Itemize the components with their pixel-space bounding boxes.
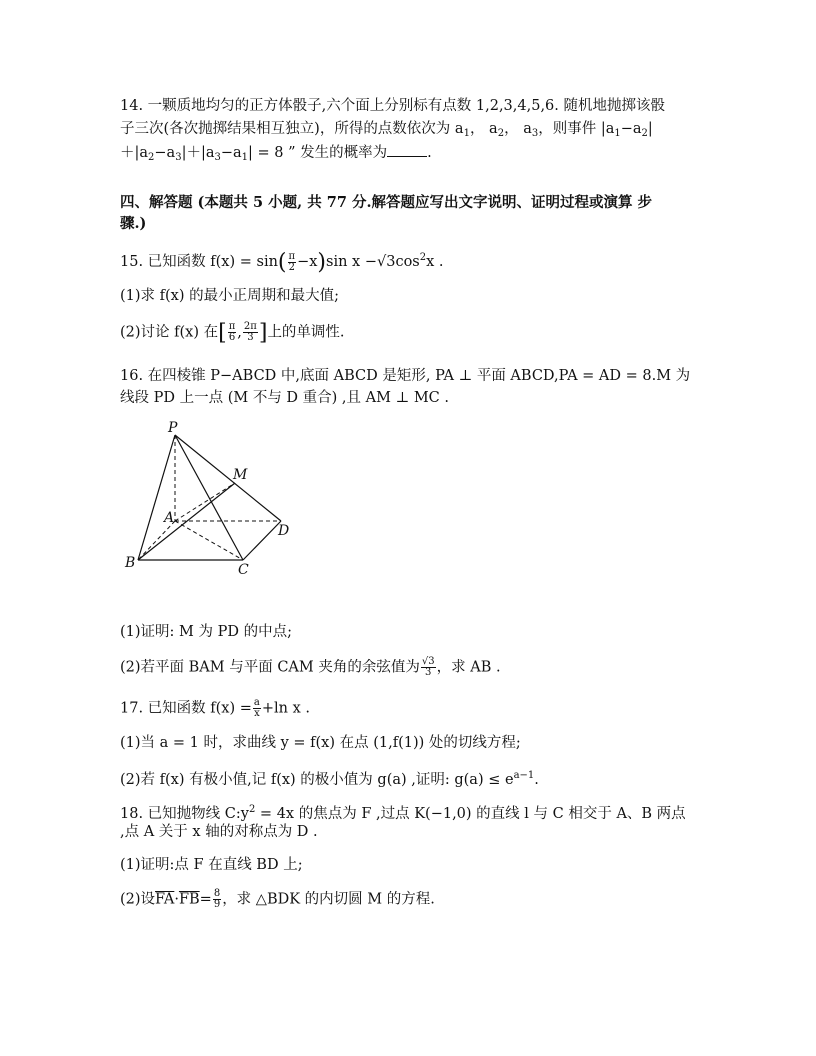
edge-PB	[138, 435, 175, 560]
sub-3c: 3	[214, 152, 221, 163]
q18-part1	[120, 855, 303, 875]
q14-text2d: ，则事件 |a	[538, 121, 615, 137]
exponent: a−1	[513, 770, 535, 781]
q15-p1-text: (1)求 f(x) 的最小正周期和最大值;	[120, 288, 339, 304]
q16-text1: 16. 在四棱锥 P−ABCD 中,底面 ABCD 是矩形, PA ⊥ 平面 ABCD,PA = AD = 8.M 为	[120, 368, 691, 384]
q15-stem	[120, 248, 444, 273]
frac-num: π	[228, 321, 236, 332]
q14-text2c: ， a	[504, 121, 532, 137]
label-B: B	[125, 555, 136, 571]
q14-text3f: .	[427, 145, 432, 161]
q17-p2-text-b: .	[534, 772, 539, 788]
q14-text2f: |	[647, 121, 653, 137]
fraction-root3-3	[421, 657, 436, 678]
frac-num: π	[288, 250, 296, 262]
q18-p2-text-b: ，求 △BDK 的内切圆 M 的方程.	[222, 891, 435, 908]
section4-text1: 四、解答题 (本题共 5 小题, 共 77 分.解答题应写出文字说明、证明过程或演算 步	[120, 194, 653, 211]
equals-sign: =	[199, 891, 212, 908]
q16-line1	[120, 366, 690, 386]
comma: ,	[237, 324, 242, 341]
q14-line1	[120, 96, 665, 116]
q16-line2	[120, 388, 449, 408]
q17-p2-text-a: (2)若 f(x) 有极小值,记 f(x) 的极小值为 g(a) ,证明: g(a) ≤ e	[120, 772, 514, 788]
q14-text3d: −a	[220, 145, 242, 161]
q16-p2-text-a: (2)若平面 BAM 与平面 CAM 夹角的余弦值为	[120, 659, 420, 676]
q15-text-d: x .	[426, 254, 444, 270]
q18-text-b: = 4x 的焦点为 F ,过点 K(−1,0) 的直线 l 与 C 相交于 A、B 两点	[255, 806, 686, 822]
sub-3: 3	[531, 128, 539, 139]
q14-text2e: −a	[620, 121, 642, 137]
q14-line3	[120, 142, 432, 168]
q17-p1-text: (1)当 a = 1 时，求曲线 y = f(x) 在点 (1,f(1)) 处的切线方程;	[120, 735, 521, 751]
label-M: M	[233, 467, 248, 483]
left-bracket: [	[218, 320, 227, 346]
q16-text2: 线段 PD 上一点 (M 不与 D 重合) ,且 AM ⊥ MC .	[120, 390, 449, 406]
q18-part2	[120, 889, 435, 910]
fraction-pi-2	[288, 252, 297, 273]
q15-text-c: sin x −√3cos	[326, 254, 420, 270]
q17-part1	[120, 733, 521, 753]
frac-num: 8	[213, 888, 221, 899]
q16-part2	[120, 657, 501, 678]
q14-line2	[120, 119, 653, 144]
q17-part2	[120, 766, 539, 790]
q14-text3b: −a	[154, 145, 176, 161]
q17-text-a: 17. 已知函数 f(x) =	[120, 700, 252, 717]
q15-text-b: −x	[297, 254, 318, 270]
q15-part1	[120, 286, 339, 306]
frac-num: 2π	[243, 321, 257, 332]
segment-AM-hidden	[175, 483, 235, 521]
vector-FB: $\overline{FB}$	[178, 891, 200, 908]
q14-text3e: | = 8 ” 发生的概率为	[248, 145, 388, 161]
q18-line2	[120, 822, 318, 842]
vector-FA: $\overline{FA}$	[155, 891, 175, 908]
frac-den: x	[254, 708, 260, 719]
sub-2: 2	[497, 128, 505, 139]
superscript-2: 2	[248, 804, 256, 815]
q14-text3a: ＋|a	[120, 145, 149, 161]
q16-part1	[120, 622, 292, 642]
q16-p2-text-b: ，求 AB .	[436, 659, 501, 676]
sub-1: 1	[463, 128, 470, 139]
dot-operator: ·	[174, 891, 179, 908]
q17-stem	[120, 698, 310, 719]
sub-2b: 2	[641, 128, 648, 139]
frac-den: 2	[288, 261, 295, 273]
q18-text2: ,点 A 关于 x 轴的对称点为 D .	[120, 824, 318, 840]
frac-num: a	[253, 697, 260, 708]
right-paren: )	[317, 250, 327, 275]
q15-p2-text-b: 上的单调性.	[267, 324, 345, 341]
edge-PD	[175, 435, 281, 521]
frac-num: √3	[421, 656, 435, 667]
frac-den: 3	[425, 667, 432, 678]
left-paren: (	[277, 250, 287, 275]
q15-p2-text-a: (2)讨论 f(x) 在	[120, 324, 219, 341]
fraction-pi-6	[228, 322, 237, 343]
section4-text2: 骤.)	[120, 215, 147, 232]
q14-text3c: |＋|a	[181, 145, 215, 161]
q18-line1	[120, 800, 686, 824]
right-bracket: ]	[258, 320, 268, 346]
q17-text-b: +ln x .	[261, 700, 311, 717]
edge-PC	[175, 435, 243, 560]
q18-text-a: 18. 已知抛物线 C:y	[120, 806, 249, 822]
q15-text-a: 15. 已知函数 f(x) = sin	[120, 254, 278, 270]
section4-heading	[120, 193, 652, 213]
answer-blank	[387, 142, 427, 157]
label-P: P	[168, 420, 178, 436]
fraction-2pi-3	[243, 322, 258, 343]
sub-1c: 1	[241, 152, 249, 163]
label-C: C	[238, 562, 249, 578]
sub-3b: 3	[175, 152, 182, 163]
sub-2c: 2	[148, 152, 155, 163]
frac-den: 3	[247, 332, 254, 343]
fraction-8-9	[213, 889, 221, 910]
frac-den: 9	[213, 899, 221, 910]
q18-p2-text-a: (2)设	[120, 891, 156, 908]
q15-part2	[120, 322, 345, 344]
frac-den: 6	[228, 332, 236, 343]
edge-CD	[243, 521, 281, 560]
section4-heading-cont	[120, 214, 146, 234]
superscript-2: 2	[419, 252, 427, 263]
q14-text2a: 子三次(各次抛掷结果相互独立)，所得的点数依次为 a	[120, 121, 464, 137]
q14-text1: 14. 一颗质地均匀的正方体骰子,六个面上分别标有点数 1,2,3,4,5,6. 随机地抛掷该骰	[120, 98, 666, 114]
q18-p1-text: (1)证明:点 F 在直线 BD 上;	[120, 857, 303, 873]
sub-1b: 1	[614, 128, 621, 139]
label-A: A	[164, 510, 175, 526]
fraction-a-x	[253, 698, 261, 719]
label-D: D	[278, 523, 290, 539]
pyramid-figure	[118, 418, 298, 578]
q16-p1-text: (1)证明: M 为 PD 的中点;	[120, 624, 292, 640]
q14-text2b: ， a	[469, 121, 498, 137]
